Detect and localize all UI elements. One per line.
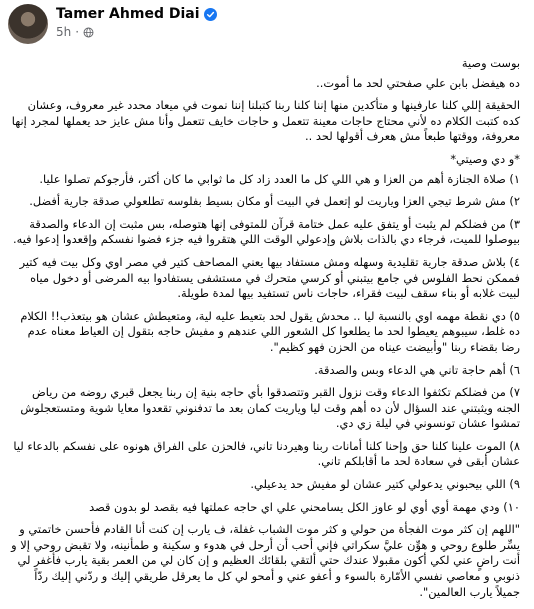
post-body xyxy=(10,56,520,607)
author-name[interactable]: Tamer Ahmed Diai xyxy=(56,6,200,22)
post-paragraph: ١) صلاة الجنازة أهم من العزا و هي اللي كل ما العدد زاد كل ما ثوابي ما كان أكتر، فأرجوكم تصلوا عليا. xyxy=(39,171,520,186)
post-paragraph: ٣) من فضلكم لم يثبت أو يتفق عليه عمل ختامة قرآن للمتوفى إنها هتوصله، بس مثبت إن الدعاء والصدقة بيوصلوا للميت، فرجاء دي بالذات بلاش وإدعولي الوقت اللي هتقروا فيه جزء فضوا نفسكم وإقعدوا إدعوا فيه. xyxy=(12,216,520,247)
author-avatar[interactable] xyxy=(8,4,48,44)
post-paragraph: "اللهم إن كثر موت الفجأة من حولي و كثر موت الشباب غفلة، ف يارب إن كنت أنا القادم فأحسن خاتمتي و يسِّر طلوع روحي و هوِّن عليَّ سكراتي فإني أحب أن أرحل في هدوء و سكينة و طمأنينه، ولا تقبض روحي إلا و أنت راضٍ عني لكي أكون مقبولا عندك حتي ألتقي بلقائك العظيم و إن كان لي من العمر بقية يارب فأغفر لي ذنوبي و معاصي نفسي الأمّارة بالسوء و أعفو عني و أمحو لي كل ما يعرقل طريقي إليك و ردّني إليك ردّاً جميلاً يارب العالمين". xyxy=(11,522,520,599)
author-meta xyxy=(56,6,217,39)
post-paragraph: الحقيقة إللي كلنا عارفينها و متأكدين منها إننا كلنا ربنا كتبلنا إننا نموت في ميعاد محدد غير معروف، وعشان كده كتبت الكلام ده لأني محتاج حاجات معينة تتعمل و حاجات خايف تتعمل وأنا مش عايز حد يعملها لمجرد إنها معروفة، ووقتها طبعاً مش هعرف أقولها لحد .. xyxy=(11,98,520,144)
post-header xyxy=(8,4,217,48)
post-subline xyxy=(56,25,217,39)
post-paragraph: ٤) بلاش صدقة جارية تقليدية وسهله ومش مستفاد بيها يعني المصاحف كتير في مصر اوي وكل بيت فيه كتير فممكن نحط الفلوس في جامع بيتبني أو كرسي متحرك في مستشفى يستفادوا بيه المرضى أو دخول مياه لبيت غلابه أو بناء سقف لبيت فقراء، حاجات ناس تستفيد بيها لمدة طويلة. xyxy=(19,254,520,301)
post-paragraph: ٩) اللي بيحبوني يدعولي كتير عشان لو مفيش حد يدعيلي. xyxy=(250,477,520,492)
author-name-row xyxy=(56,6,217,22)
post-paragraph: ٥) دي نقطة مهمه اوي بالنسبة ليا .. محدش يقول لحد بتعيط عليه لية، ومتعيطش عشان هو بيتعذب!! الكلام ده غلط، سيبوهم يعيطوا لحد ما يطلعوا كل الشعور اللي عندهم و مفيش حاجه بتقول إن العياط معناه عدم رضا بقضاء ربنا "وأبيضت عيناه من الحزن فهو كظيم". xyxy=(20,308,520,354)
separator-dot: · xyxy=(75,25,80,39)
post-paragraph: ٧) من فضلكم تكثفوا الدعاء وقت نزول القبر وتتصدقوا بأي حاجه بنية إن ربنا يجعل قبري روضه من رياض الجنه ويثبتني عند السؤال لأن ده أهم وقت ليا وياريت كمان بعد ما تدفنوني تقعدوا معايا شوية ومتستعجلوش تمشوا عشان تونسوني في ليلة زي دي. xyxy=(20,385,520,431)
post-timestamp[interactable]: 5h xyxy=(56,25,72,39)
post-line: بوست وصية xyxy=(461,56,520,70)
post-paragraph: ١٠) ودي مهمة أوي أوي لو عاوز الكل يسامحني علي اي حاجه عملتها فيه بقصد لو بدون قصد xyxy=(89,499,520,514)
globe-icon xyxy=(83,27,94,38)
post-paragraph: ٨) الموت علينا كلنا حق وإحنا كلنا أمانات ربنا وهيردنا تاني، فالحزن على الفراق هونوه على نفسكم بالدعاء ليا عشان أبقى في سعادة لحد ما أقابلكم تاني. xyxy=(13,438,520,469)
post-paragraph: ٦) أهم حاجة تاني هي الدعاء وبس والصدقة. xyxy=(314,362,520,377)
post-paragraph: *و دي وصيتي* xyxy=(450,151,520,166)
verified-badge-icon xyxy=(204,8,217,21)
post-line: ده هيفضل بابن علي صفحتي لحد ما أموت.. xyxy=(316,75,520,90)
post-paragraph: ٢) مش شرط تيجي العزا وياريت لو إتعمل في البيت أو مكان بسيط بفلوسه تطلعولي صدقة جارية أفضل. xyxy=(29,194,520,209)
